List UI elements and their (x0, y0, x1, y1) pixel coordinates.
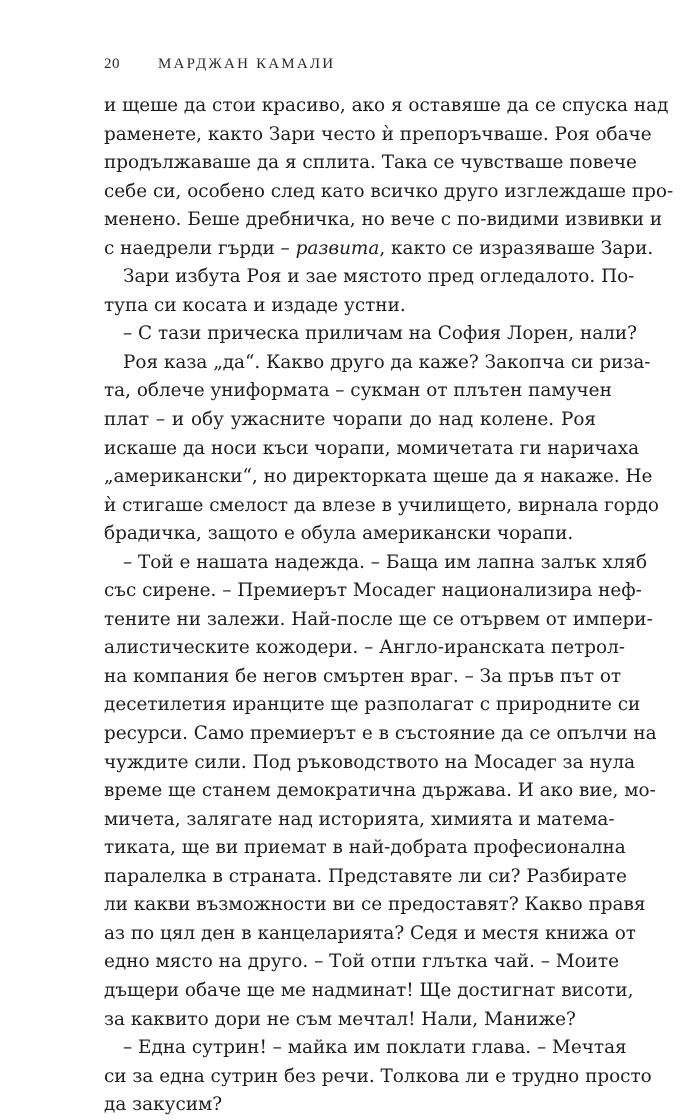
text-line: – Една сутрин! – майка им поклати глава. – Мечтая (123, 1037, 627, 1059)
text-line: десетилетия иранците ще разполагат с природните си (104, 694, 641, 716)
text-line: менено. Беше дребничка, но вече с по-видими извивки и (104, 209, 663, 231)
text-line: време ще станем демократична държава. И ако вие, мо- (104, 780, 656, 802)
text-line: – С тази прическа приличам на София Лорен, нали? (123, 323, 638, 345)
text-line: дъщери обаче ще ме надминат! Ще достигнат висоти, (104, 979, 634, 1001)
page-number: 20 (104, 56, 120, 72)
text-line: Роя каза „да“. Какво друго да каже? Закопча си риза- (123, 351, 651, 373)
text-line: ѝ стигаше смелост да влезе в училището, вирнала гордо (104, 494, 659, 516)
running-head (104, 56, 335, 73)
text-line: мичета, залягате над историята, химията и матема- (104, 808, 615, 830)
text-line: паралелка в страната. Представяте ли си? Разбирате (104, 865, 627, 887)
text-line: – Той е нашата надежда. – Баща им лапна залък хляб (123, 551, 648, 573)
text-line: продължаваше да я сплита. Така се чувстваше повече (104, 152, 637, 174)
running-head-author: МАРДЖАН КАМАЛИ (158, 56, 336, 72)
italic-word: развита (295, 237, 380, 259)
text-line: раменете, както Зари често ѝ препоръчваше. Роя обаче (104, 123, 652, 145)
text-line: брадичка, защото е обула американски чорапи. (104, 523, 574, 545)
text-line: алистическите кожодери. – Англо-иранската петрол- (104, 637, 625, 659)
text-line: ли какви възможности ви се предоставят? Какво правя (104, 894, 646, 916)
text-line: ресурси. Само премиерът е в състояние да се опълчи на (104, 723, 657, 745)
text-line: плат – и обу ужасните чорапи до над колене. Роя (104, 409, 596, 431)
text-line: на компания бе негов смъртен враг. – За пръв път от (104, 665, 622, 687)
text-fragment: с наедрели гърди – (104, 237, 296, 259)
text-line (104, 235, 654, 264)
body-text (104, 92, 674, 1120)
text-line: със сирене. – Премиерът Мосадег национализира неф- (104, 580, 642, 602)
text-line: аз по цял ден в канцеларията? Седя и местя книжа от (104, 922, 636, 944)
text-line: искаше да носи къси чорапи, момичетата ги наричаха (104, 437, 640, 459)
text-line: тените ни залежи. Най-после ще се отървем от импери- (104, 608, 653, 630)
text-fragment: , както се изразяваше Зари. (379, 237, 654, 259)
text-line: та, облече униформата – сукман от плътен памучен (104, 380, 612, 402)
text-line: чуждите сили. Под ръководството на Мосадег за нула (104, 751, 636, 773)
text-line: тупа си косата и издаде устни. (104, 294, 406, 316)
text-line: себе си, особено след като всичко друго изглеждаше про- (104, 180, 674, 202)
text-line: „американски“, но директорката щеше да я накаже. Не (104, 466, 653, 488)
text-line: и щеше да стои красиво, ако я оставяше да се спуска над (104, 95, 669, 116)
text-line: да закусим? (104, 1094, 223, 1116)
text-line: си за една сутрин без речи. Толкова ли е трудно просто (104, 1065, 652, 1087)
text-line: Зари избута Роя и зае мястото пред огледалото. По- (123, 266, 635, 288)
text-line: едно място на друго. – Той отпи глътка чай. – Моите (104, 951, 619, 973)
text-line: тиката, ще ви приемат в най-добрата професионална (104, 837, 626, 859)
text-line: за каквито дори не съм мечтал! Нали, Маниже? (104, 1008, 576, 1030)
